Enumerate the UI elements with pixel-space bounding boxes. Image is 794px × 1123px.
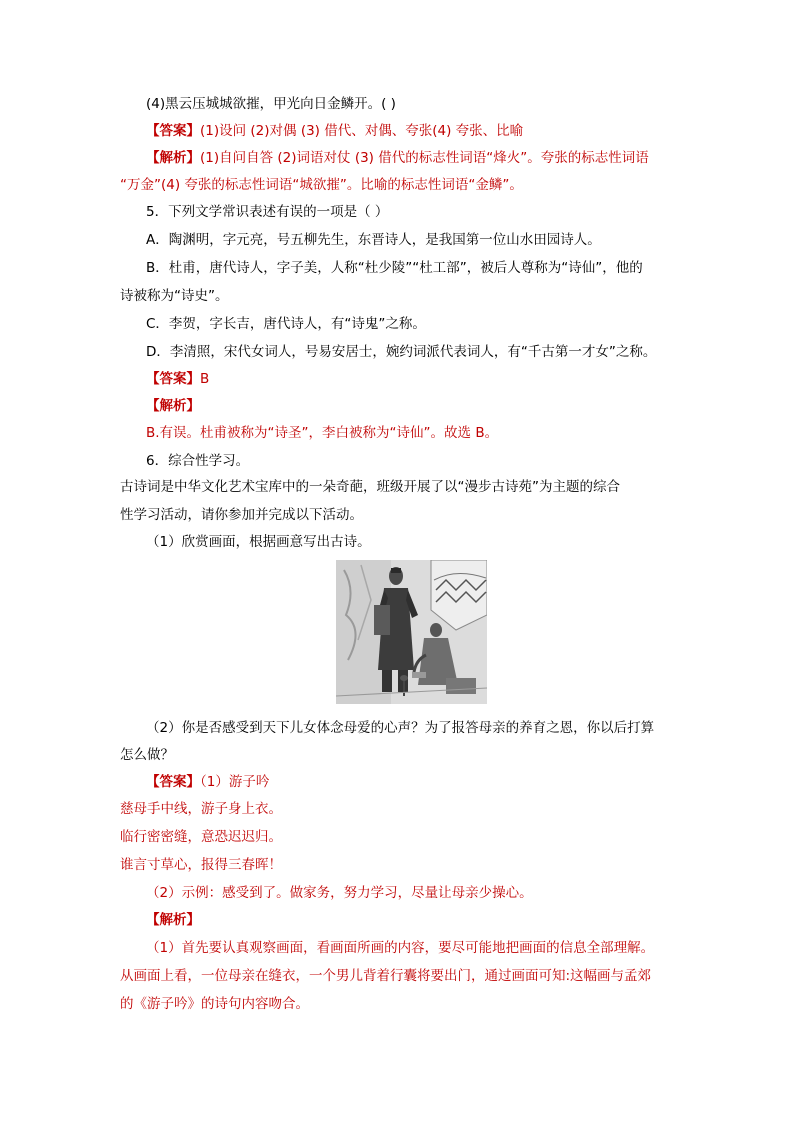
option-b-line-1: B．杜甫，唐代诗人，字子美，人称“杜少陵”“杜工部”，被后人尊称为“诗仙”，他的 xyxy=(146,260,643,276)
option-b-line-2: 诗被称为“诗史”。 xyxy=(120,288,229,304)
analysis-1-line-1 xyxy=(146,148,649,168)
answer-label: 【答案】 xyxy=(146,371,200,387)
question-6-stem: 6．综合性学习。 xyxy=(146,453,250,469)
analysis-6-line-2: 从画面上看，一位母亲在缝衣，一个男儿背着行囊将要出门，通过画面可知:这幅画与孟郊 xyxy=(120,968,652,984)
poem-line-3: 谁言寸草心，报得三春晖！ xyxy=(120,857,282,873)
analysis-5-label: 【解析】 xyxy=(146,398,200,414)
question-6-sub-2-line-1: （2）你是否感受到天下儿女体念母爱的心声？为了报答母亲的养育之恩，你以后打算 xyxy=(146,720,655,736)
answer-1-line xyxy=(146,121,523,141)
option-a: A．陶渊明，字元亮，号五柳先生，东晋诗人，是我国第一位山水田园诗人。 xyxy=(146,232,601,248)
answer-text: (1)设问 (2)对偶 (3) 借代、对偶、夸张(4) 夸张、比喻 xyxy=(200,123,524,139)
answer-label: 【答案】 xyxy=(146,774,200,790)
analysis-keyword: “烽火” xyxy=(486,150,528,166)
painting-art xyxy=(336,560,487,704)
question-6-intro-2: 性学习活动，请你参加并完成以下活动。 xyxy=(120,507,363,523)
option-c: C．李贺，字长吉，唐代诗人，有“诗鬼”之称。 xyxy=(146,316,426,332)
analysis-label: 【解析】 xyxy=(146,150,200,166)
answer-label: 【答案】 xyxy=(146,123,200,139)
poem-line-1: 慈母手中线，游子身上衣。 xyxy=(120,801,282,817)
question-6-sub-2-line-2: 怎么做？ xyxy=(120,747,174,763)
answer-value: B xyxy=(200,371,210,387)
answer-6-part-2: （2）示例：感受到了。做家务，努力学习，尽量让母亲少操心。 xyxy=(146,885,533,901)
illustration-mother-sewing xyxy=(336,560,487,704)
analysis-6-label: 【解析】 xyxy=(146,912,200,928)
analysis-text: (4) 夸张的标志性词语“城欲摧”。比喻的标志性词语“金鳞”。 xyxy=(161,177,523,193)
option-d: D．李清照，宋代女词人，号易安居士，婉约词派代表词人，有“千古第一才女”之称。 xyxy=(146,344,657,360)
analysis-text: 。夸张的标志性词语 xyxy=(527,150,649,166)
question-4-line: (4)黑云压城城欲摧，甲光向日金鳞开。( ) xyxy=(146,96,396,112)
analysis-text: (1)自问自答 (2)词语对仗 (3) 借代的标志性词语 xyxy=(200,150,487,166)
question-5-stem: 5．下列文学常识表述有误的一项是（ ） xyxy=(146,204,389,220)
poem-line-2: 临行密密缝，意恐迟迟归。 xyxy=(120,829,282,845)
question-6-intro-1: 古诗词是中华文化艺术宝库中的一朵奇葩，班级开展了以“漫步古诗苑”为主题的综合 xyxy=(120,479,620,495)
analysis-1-line-2 xyxy=(120,175,523,195)
answer-5-line xyxy=(146,369,209,389)
analysis-6-line-3: 的《游子吟》的诗句内容吻合。 xyxy=(120,996,309,1012)
answer-6-line xyxy=(146,772,269,792)
analysis-keyword: “万金” xyxy=(120,177,161,193)
analysis-6-line-1: （1）首先要认真观察画面，看画面所画的内容，要尽可能地把画面的信息全部理解。 xyxy=(146,940,655,956)
answer-poem-title: （1）游子吟 xyxy=(200,774,270,790)
analysis-5-text: B.有误。杜甫被称为“诗圣”，李白被称为“诗仙”。故选 B。 xyxy=(146,425,499,441)
question-6-sub-1: （1）欣赏画面，根据画意写出古诗。 xyxy=(146,534,371,550)
